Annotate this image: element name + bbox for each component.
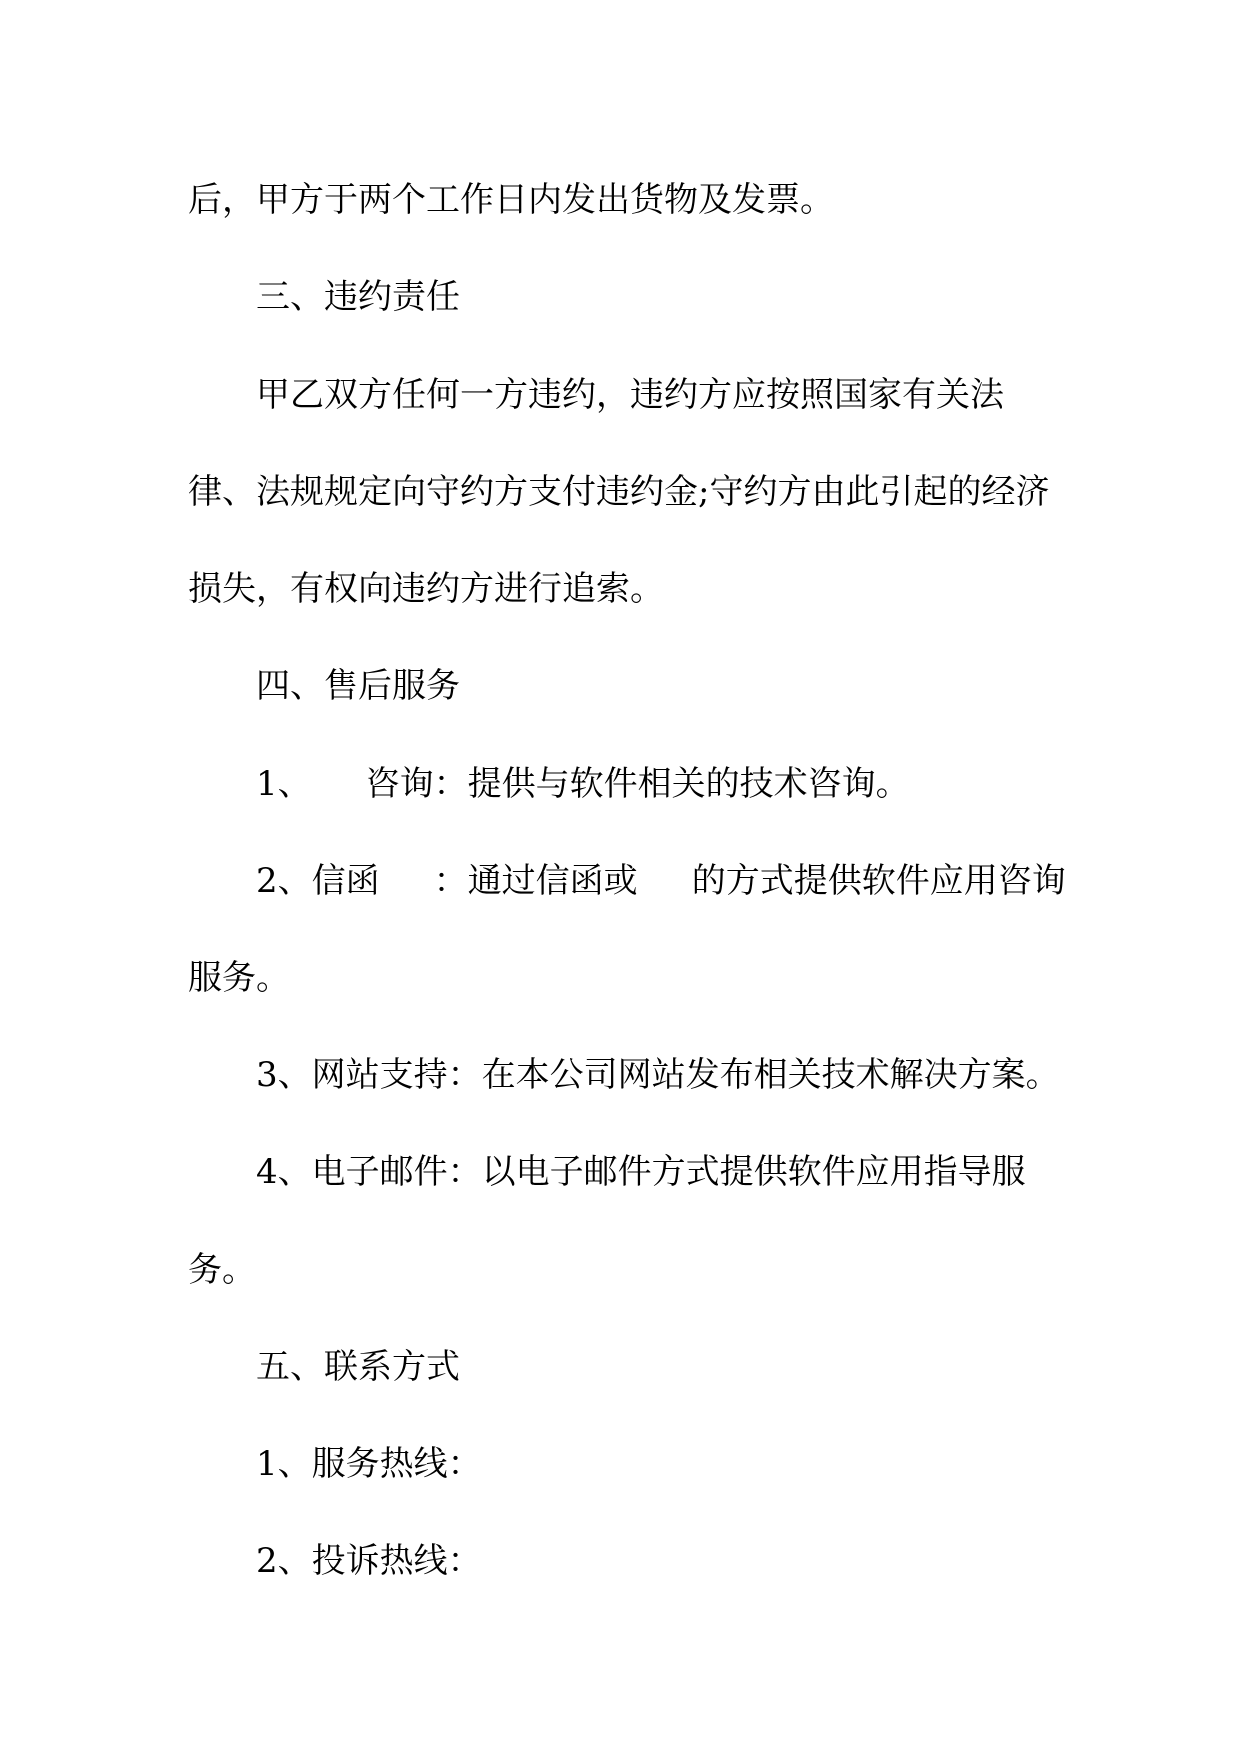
list-item: 1、服务热线：: [256, 1444, 482, 1484]
section-heading: 四、售后服务: [256, 666, 460, 706]
list-item: 2、信函 ：通过信函或 的方式提供软件应用咨询: [256, 861, 1066, 901]
list-item: 3、网站支持：在本公司网站发布相关技术解决方案。: [256, 1055, 1060, 1095]
paragraph-line: 甲乙双方任何一方违约，违约方应按照国家有关法: [256, 375, 1004, 415]
paragraph-line: 务。: [188, 1250, 256, 1290]
section-heading: 三、违约责任: [256, 277, 460, 317]
section-heading: 五、联系方式: [256, 1347, 460, 1387]
list-item: 4、电子邮件：以电子邮件方式提供软件应用指导服: [256, 1152, 1026, 1192]
list-item: 2、投诉热线：: [256, 1541, 482, 1581]
list-item: 1、 咨询：提供与软件相关的技术咨询。: [256, 764, 910, 804]
paragraph-line: 服务。: [188, 958, 290, 998]
paragraph-line: 后，甲方于两个工作日内发出货物及发票。: [188, 180, 834, 220]
paragraph-line: 损失，有权向违约方进行追索。: [188, 569, 664, 609]
paragraph-line: 律、法规规定向守约方支付违约金;守约方由此引起的经济: [188, 472, 1050, 512]
